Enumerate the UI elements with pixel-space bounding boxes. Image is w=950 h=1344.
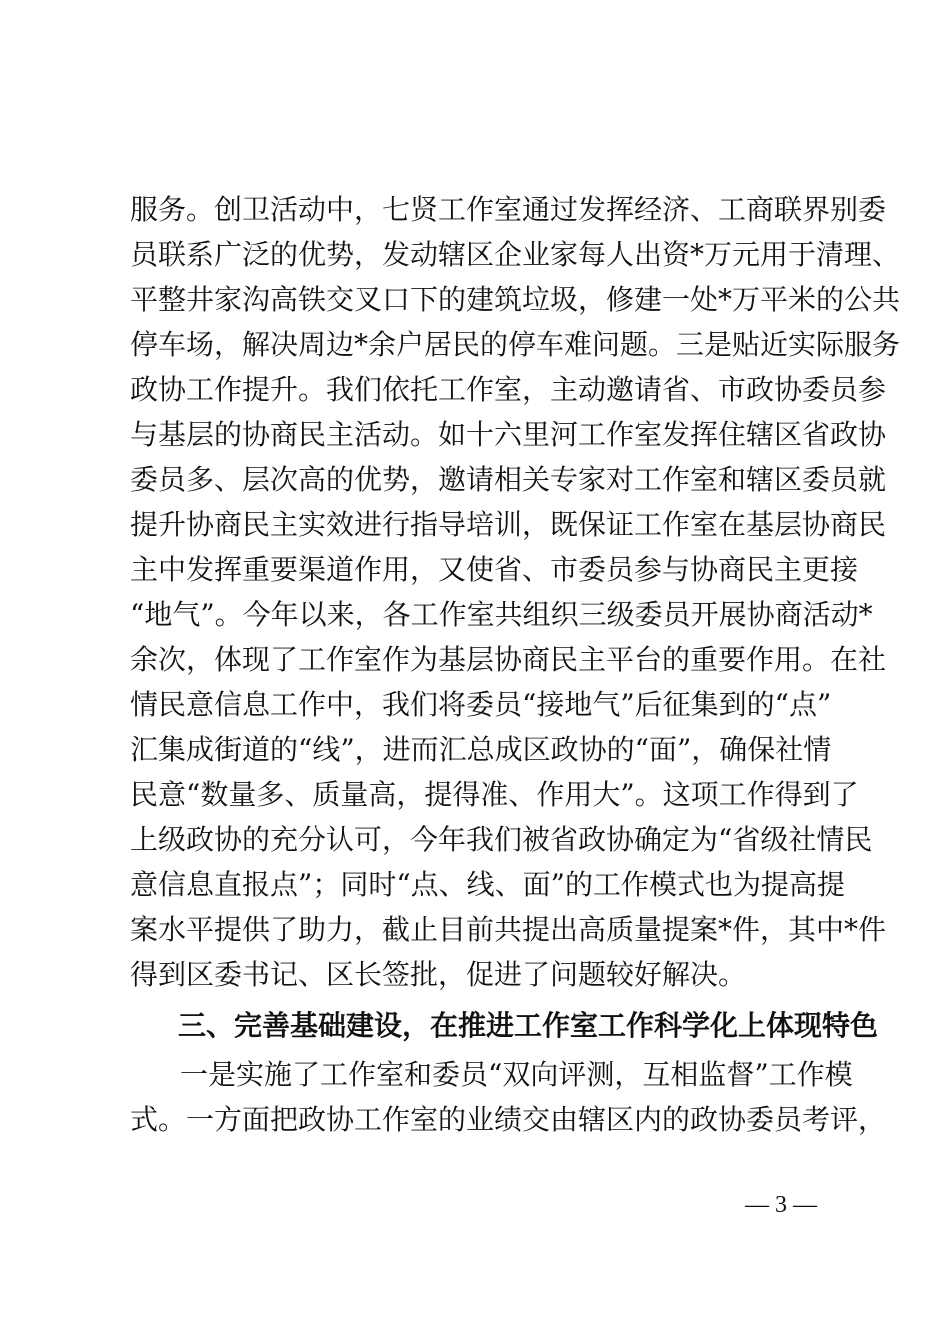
body-line: 政协工作提升。我们依托工作室，主动邀请省、市政协委员参 bbox=[130, 373, 887, 406]
body-line: 余次，体现了工作室作为基层协商民主平台的重要作用。在社 bbox=[130, 643, 887, 676]
body-line: 服务。创卫活动中，七贤工作室通过发挥经济、工商联界别委 bbox=[130, 193, 887, 226]
section-heading: 三、完善基础建设，在推进工作室工作科学化上体现特色 bbox=[178, 1009, 879, 1042]
body-line: 上级政协的充分认可，今年我们被省政协确定为“省级社情民 bbox=[130, 823, 873, 856]
body-line: 与基层的协商民主活动。如十六里河工作室发挥住辖区省政协 bbox=[130, 418, 887, 451]
body-line: 得到区委书记、区长签批，促进了问题较好解决。 bbox=[130, 958, 747, 991]
body-line: 民意“数量多、质量高，提得准、作用大”。这项工作得到了 bbox=[130, 778, 859, 811]
body-line: 案水平提供了助力，截止目前共提出高质量提案*件，其中*件 bbox=[130, 913, 887, 946]
body-line: 平整井家沟高铁交叉口下的建筑垃圾，修建一处*万平米的公共 bbox=[130, 283, 901, 316]
body-line: 停车场，解决周边*余户居民的停车难问题。三是贴近实际服务 bbox=[130, 328, 901, 361]
body-line: 提升协商民主实效进行指导培训，既保证工作室在基层协商民 bbox=[130, 508, 887, 541]
body-line: 汇集成街道的“线”，进而汇总成区政协的“面”，确保社情 bbox=[130, 733, 832, 766]
body-line: 委员多、层次高的优势，邀请相关专家对工作室和辖区委员就 bbox=[130, 463, 887, 496]
body-line: 意信息直报点”；同时“点、线、面”的工作模式也为提高提 bbox=[130, 868, 845, 901]
body-line: “地气”。今年以来，各工作室共组织三级委员开展协商活动* bbox=[130, 598, 873, 631]
body-line: 式。一方面把政协工作室的业绩交由辖区内的政协委员考评， bbox=[130, 1103, 887, 1136]
body-line: 主中发挥重要渠道作用，又使省、市委员参与协商民主更接 bbox=[130, 553, 859, 586]
body-line: 员联系广泛的优势，发动辖区企业家每人出资*万元用于清理、 bbox=[130, 238, 901, 271]
body-line: 情民意信息工作中，我们将委员“接地气”后征集到的“点” bbox=[130, 688, 832, 721]
page-number: — 3 — bbox=[745, 1192, 817, 1218]
body-line: 一是实施了工作室和委员“双向评测，互相监督”工作模 bbox=[180, 1058, 853, 1091]
